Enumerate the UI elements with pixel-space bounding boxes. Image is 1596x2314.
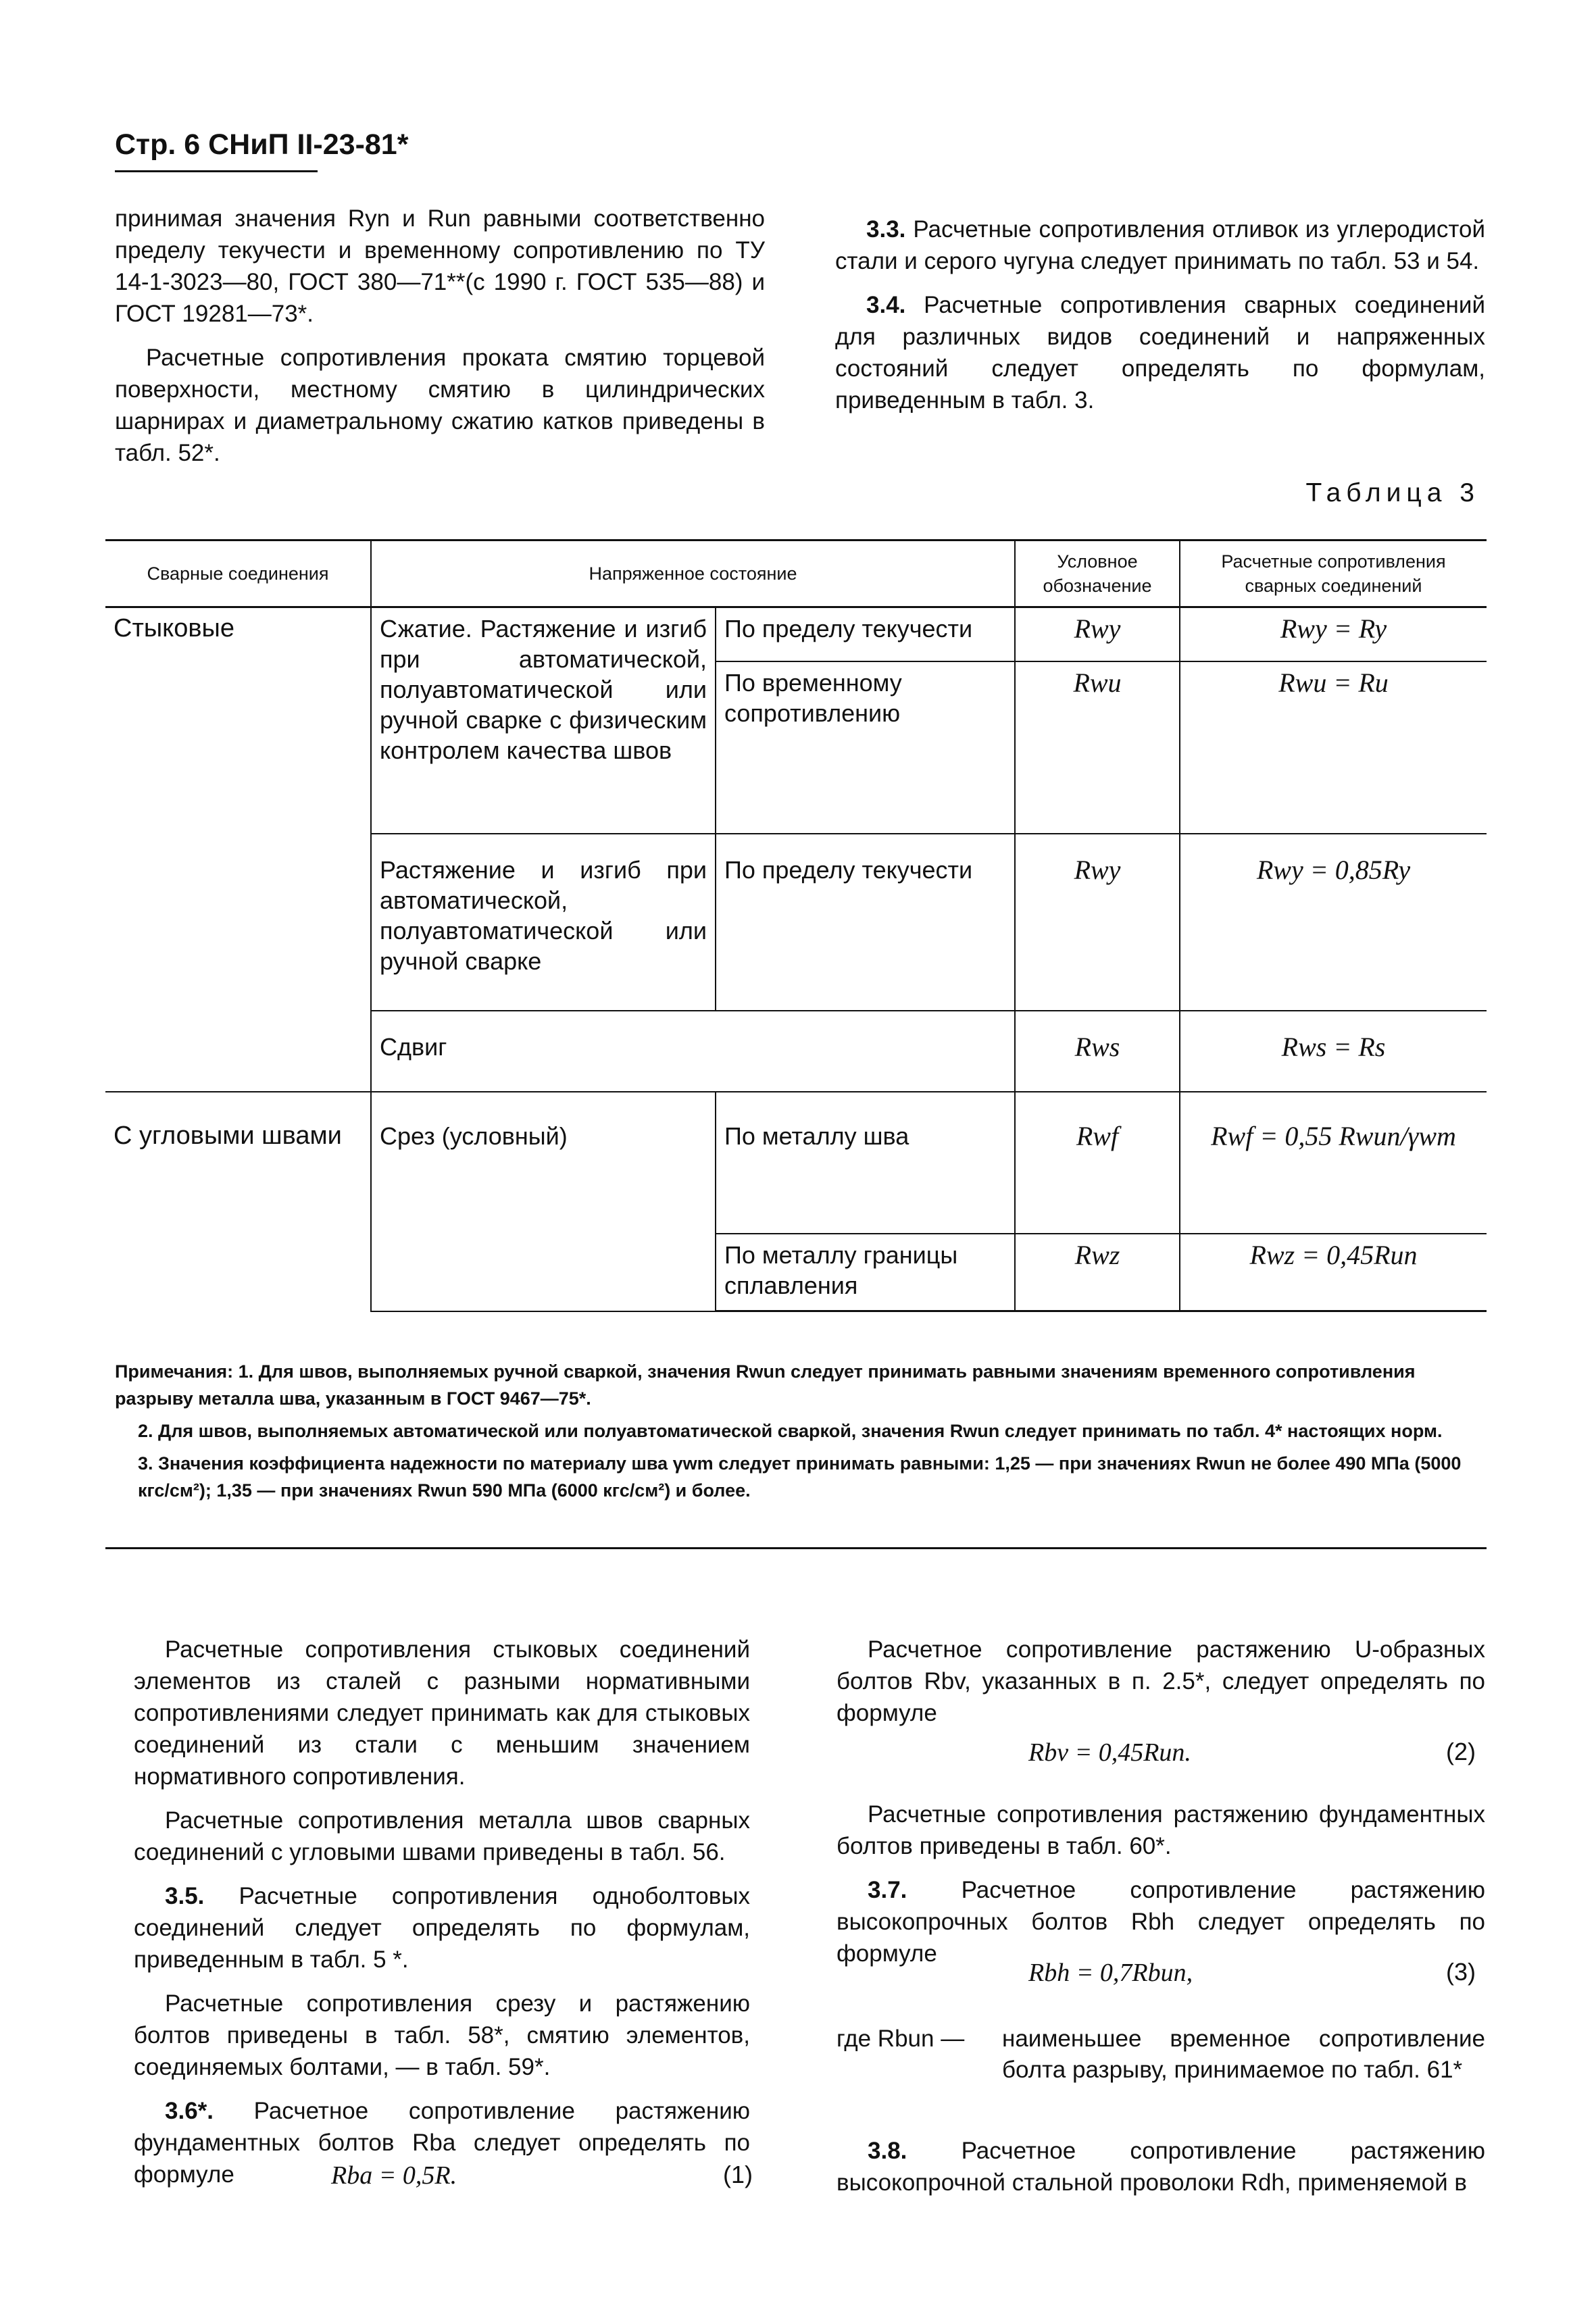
paragraph-3-3 <box>835 213 1485 277</box>
clause-number: 3.3. <box>866 216 906 243</box>
equation-1: Rba = 0,5R. <box>331 2161 457 2190</box>
clause-number: 3.5. <box>165 1883 205 1909</box>
note-3: 3. Значения коэффициента надежности по материалу шва γwm следует принимать равными: 1,25 — при значениях Rwun не более 490 МПа (5000 кгс/см²); 1,35 — при значениях Rwun 590 МПа (6000 кгс/см²) и более. <box>138 1453 1462 1501</box>
state-conditional-shear: Срез (условный) <box>371 1092 716 1311</box>
group-fillet: С угловыми швами <box>105 1092 371 1311</box>
where-label: где Rbun — <box>837 2026 965 2052</box>
equation-number-2: (2) <box>1446 1738 1476 1765</box>
paragraph-3-5 <box>134 1880 750 1976</box>
paragraph-text: Расчетное сопротивление растяжению фундаментных болтов Rba следует определять по формуле <box>134 2098 750 2188</box>
symbol-rwz: Rwz <box>1015 1234 1180 1311</box>
paragraph-3-7 <box>837 1874 1485 1969</box>
substate-weld-metal: По металлу шва <box>716 1092 1015 1234</box>
top-right-column <box>835 213 1485 428</box>
bottom-right-column <box>837 1634 1485 1741</box>
paragraph-ryn-run: принимая значения Ryn и Run равными соответственно пределу текучести и временному сопротивлению по ТУ 14-1-3023—80, ГОСТ 380—71**(с 1990 г. ГОСТ 535—88) и ГОСТ 19281—73*. <box>115 205 765 327</box>
header-design-resistance: Расчетные сопротивления сварных соединений <box>1180 540 1487 607</box>
equation-2: Rbv = 0,45Run. <box>1028 1738 1191 1767</box>
table-row <box>105 1092 1487 1234</box>
state-shear: Сдвиг <box>371 1011 1015 1092</box>
paragraph-foundation-bolts: Расчетные сопротивления растяжению фундаментных болтов приведены в табл. 60*. <box>837 1801 1485 1859</box>
where-text: наименьшее временное сопротивление болта разрыву, принимаемое по табл. 61* <box>1002 2026 1485 2083</box>
clause-number: 3.7. <box>868 1877 907 1903</box>
paragraph-bearing-resistance: Расчетные сопротивления проката смятию торцевой поверхности, местному смятию в цилиндрических шарнирах и диаметральному сжатию катков приведены в табл. 52*. <box>115 345 765 466</box>
paragraph-text: Расчетные сопротивления отливок из углеродистой стали и серого чугуна следует принимать по табл. 53 и 54. <box>835 216 1485 274</box>
page-header: Стр. 6 СНиП II-23-81* <box>115 128 409 161</box>
header-rule <box>115 170 318 172</box>
paragraph-u-bolts: Расчетное сопротивление растяжению U-образных болтов Rbv, указанных в п. 2.5*, следует определять по формуле <box>837 1636 1485 1726</box>
formula-rwf: Rwf = 0,55 Rwun/γwm <box>1180 1092 1487 1234</box>
paragraph-bolts-shear: Расчетные сопротивления срезу и растяжению болтов приведены в табл. 58*, смятию элементов, соединяемых болтами, — в табл. 59*. <box>134 1990 750 2080</box>
table-row <box>105 607 1487 661</box>
clause-number: 3.8. <box>868 2138 907 2164</box>
state-tension-bending: Растяжение и изгиб при автоматической, полуавтоматической или ручной сварке <box>371 834 716 1011</box>
formula-rwu: Rwu = Ru <box>1180 661 1487 834</box>
paragraph-text: Расчетное сопротивление растяжению высокопрочных болтов Rbh следует определять по формуле <box>837 1877 1486 1967</box>
equation-number-3: (3) <box>1446 1958 1476 1986</box>
symbol-rws: Rws <box>1015 1011 1180 1092</box>
note-2: 2. Для швов, выполняемых автоматической или полуавтоматической сваркой, значения Rwun следует принимать по табл. 4* настоящих норм. <box>138 1421 1443 1441</box>
paragraph-fillet-metal: Расчетные сопротивления металла швов сварных соединений с угловыми швами приведены в табл. 56. <box>134 1807 750 1865</box>
formula-rws: Rws = Rs <box>1180 1011 1487 1092</box>
clause-number: 3.6*. <box>165 2098 214 2124</box>
symbol-rwy: Rwy <box>1015 607 1180 661</box>
substate-ultimate: По временному сопротивлению <box>716 661 1015 834</box>
formula-rwy-085: Rwy = 0,85Ry <box>1180 834 1487 1011</box>
substate-yield: По пределу текучести <box>716 834 1015 1011</box>
symbol-rwy: Rwy <box>1015 834 1180 1011</box>
notes-rule <box>105 1547 1487 1549</box>
paragraph-text: Расчетное сопротивление растяжению высокопрочной стальной проволоки Rdh, применяемой в <box>837 2138 1486 2196</box>
clause-number: 3.4. <box>866 292 906 318</box>
group-butt: Стыковые <box>105 607 371 1092</box>
state-compression-tension: Сжатие. Растяжение и изгиб при автоматической, полуавтоматической или ручной сварке с физическим контролем качества швов <box>371 607 716 834</box>
paragraph-text: Расчетные сопротивления одноболтовых соединений следует определять по формулам, приведенным в табл. 5 *. <box>134 1883 751 1973</box>
paragraph-3-4 <box>835 289 1485 416</box>
top-left-column <box>115 203 765 481</box>
header-stress-state: Напряженное состояние <box>371 540 1015 607</box>
symbol-rwu: Rwu <box>1015 661 1180 834</box>
paragraph-text: Расчетные сопротивления сварных соединений для различных видов соединений и напряженных состояний следует определять по формулам, приведенным в табл. 3. <box>835 292 1485 413</box>
bottom-right-column-continued <box>837 1799 1485 1982</box>
header-welded-joints: Сварные соединения <box>105 540 371 607</box>
substate-yield: По пределу текучести <box>716 607 1015 661</box>
header-symbol: Условное обозначение <box>1015 540 1180 607</box>
table-caption: Таблица 3 <box>1305 478 1480 507</box>
formula-rwy: Rwy = Ry <box>1180 607 1487 661</box>
table-notes <box>115 1358 1480 1509</box>
formula-rwz: Rwz = 0,45Run <box>1180 1234 1487 1311</box>
bottom-left-column <box>134 1634 750 2203</box>
equation-number-1: (1) <box>723 2161 753 2188</box>
equation-3: Rbh = 0,7Rbun, <box>1028 1959 1193 1987</box>
note-1: Примечания: 1. Для швов, выполняемых ручной сваркой, значения Rwun следует принимать равными значениям временного сопротивления разрыву металла шва, указанным в ГОСТ 9467—75*. <box>115 1361 1416 1409</box>
paragraph-butt-joints: Расчетные сопротивления стыковых соединений элементов из сталей с разными нормативными сопротивлениями следует принимать как для стыковых соединений из стали с меньшим значением нормативного сопротивления. <box>134 1636 750 1790</box>
table-header-row <box>105 540 1487 607</box>
table-3 <box>105 539 1487 1312</box>
paragraph-3-8 <box>837 2135 1485 2198</box>
symbol-rwf: Rwf <box>1015 1092 1180 1234</box>
bottom-right-column-end <box>837 2135 1485 2211</box>
substate-fusion-boundary: По металлу границы сплавления <box>716 1234 1015 1311</box>
